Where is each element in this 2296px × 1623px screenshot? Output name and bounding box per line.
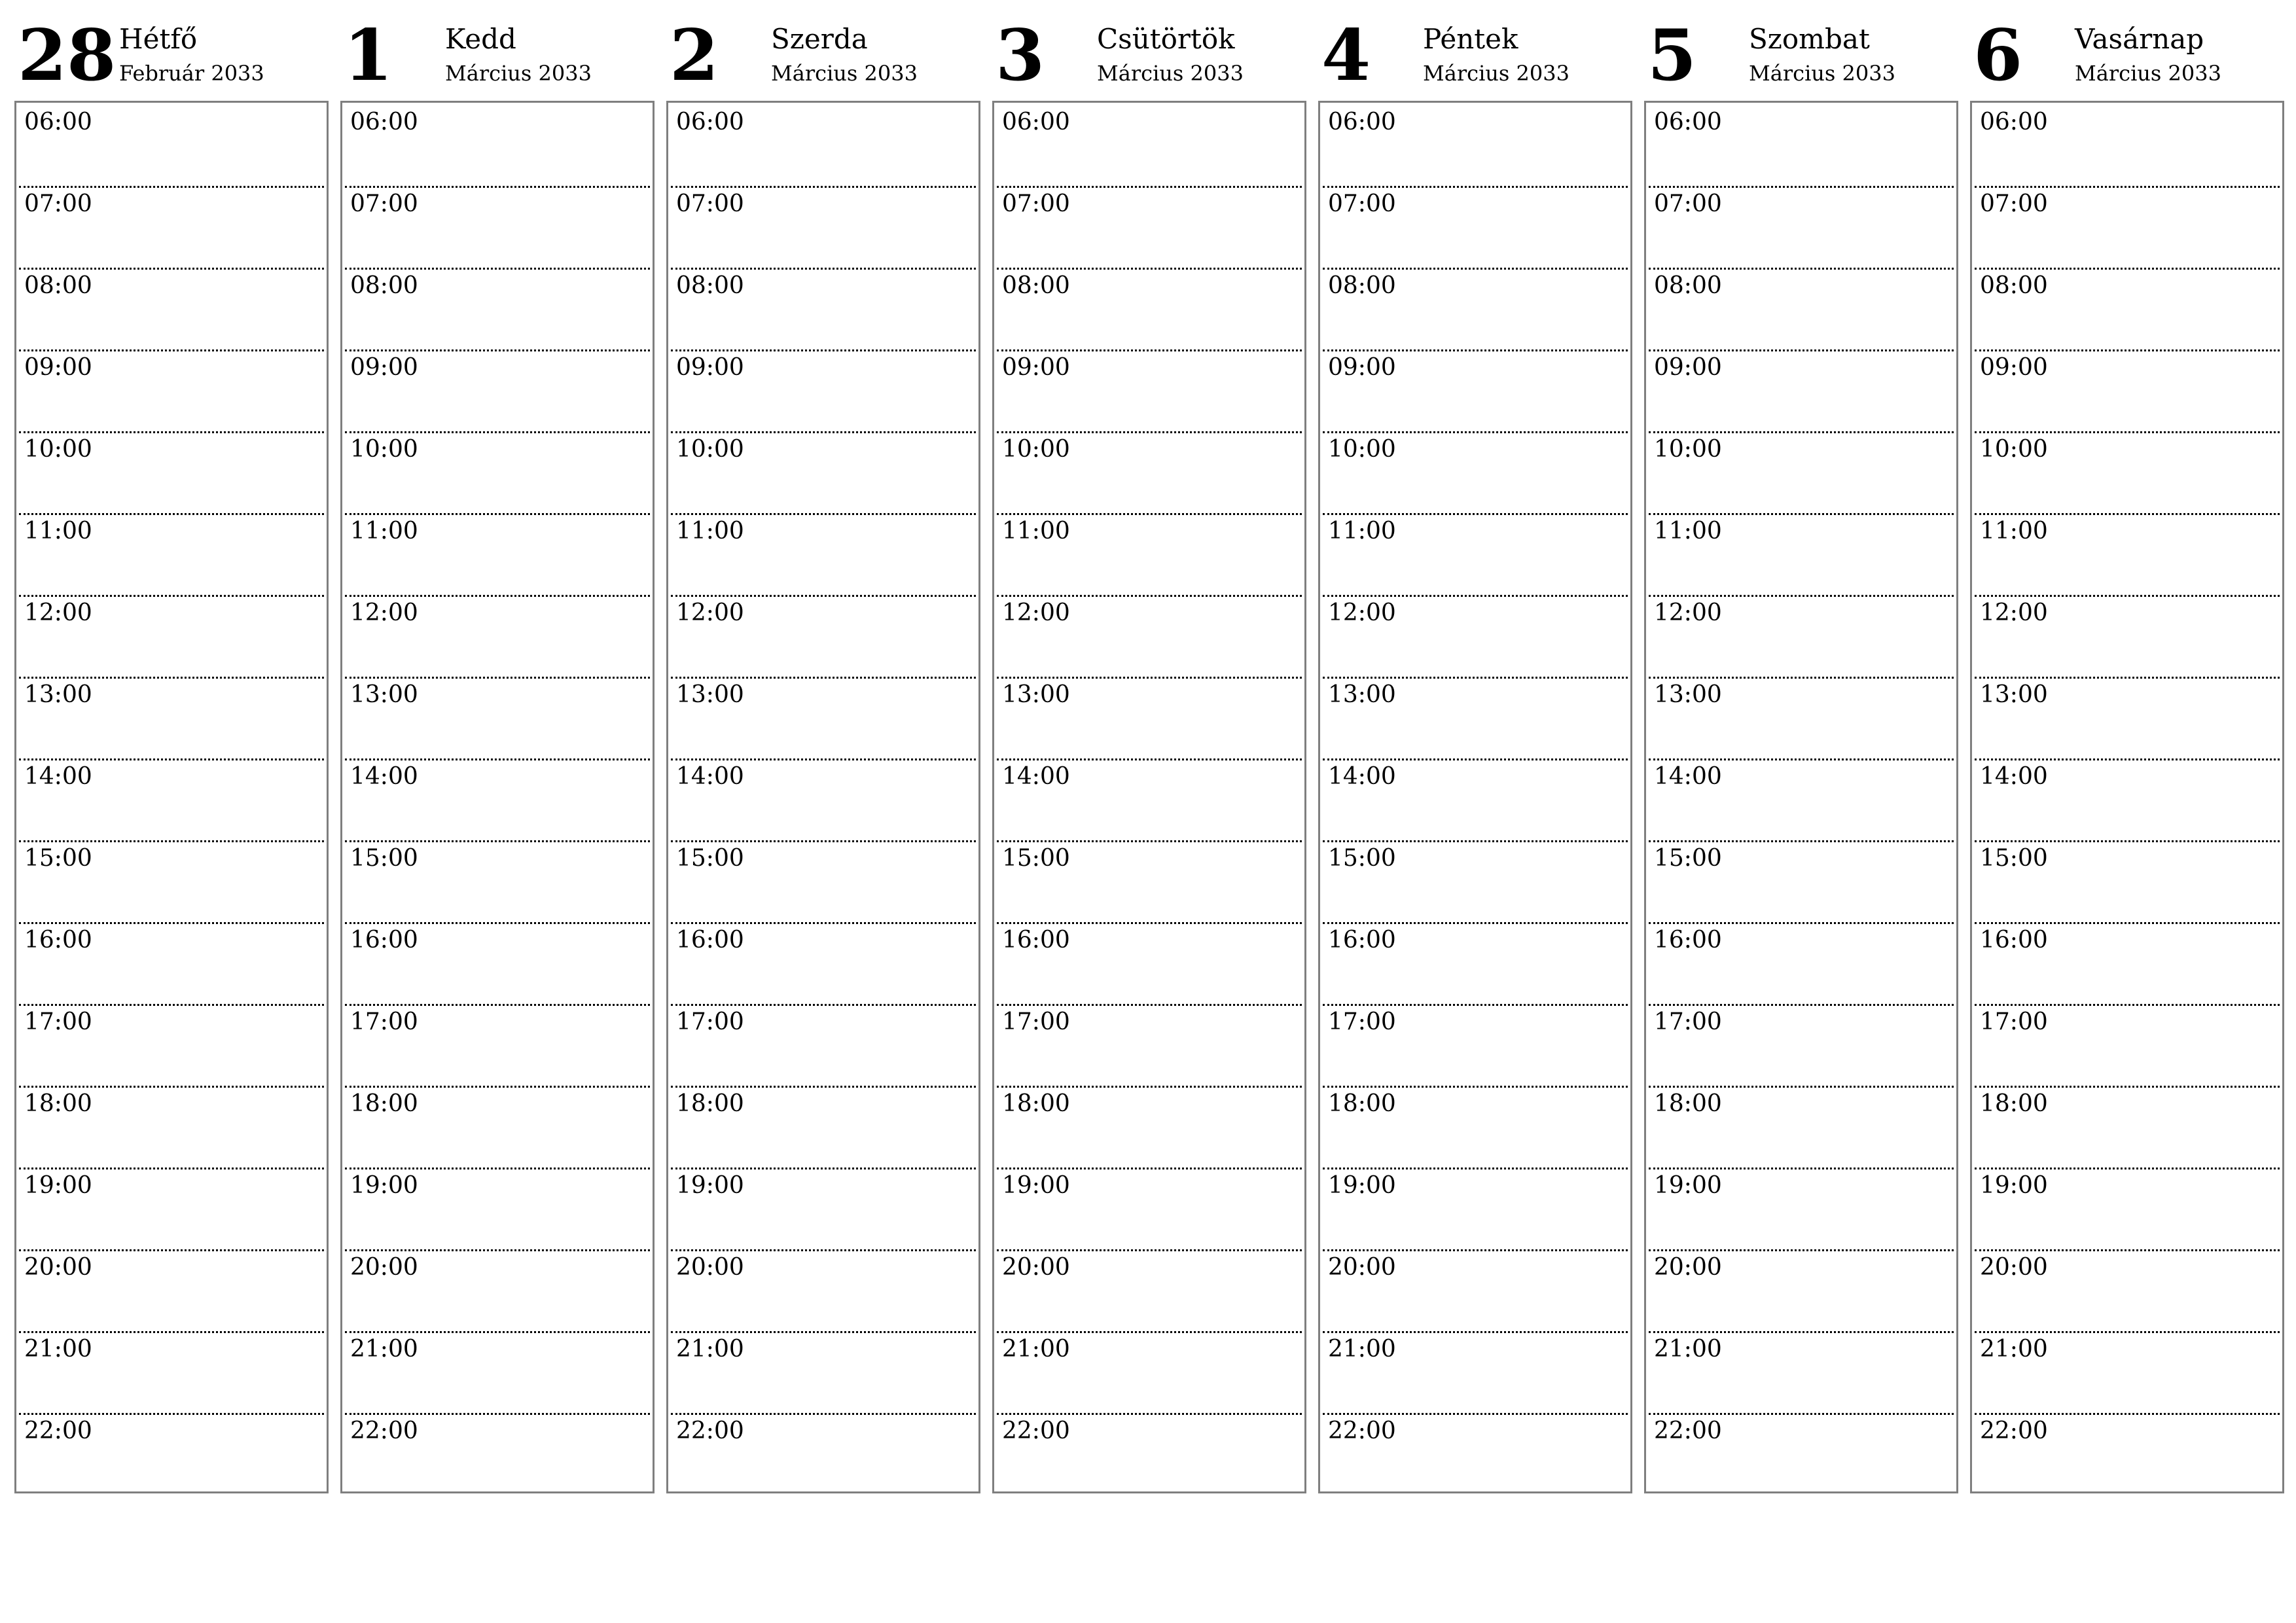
day-number: 4 (1321, 14, 1371, 97)
day-column (1644, 0, 1957, 1499)
hour-label: 19:00 (350, 1172, 418, 1199)
hour-label: 20:00 (1654, 1254, 1722, 1281)
day-name: Csütörtök (1097, 23, 1235, 55)
hour-label: 22:00 (1328, 1418, 1396, 1444)
day-schedule-box (666, 101, 980, 1493)
day-column (666, 0, 979, 1499)
hour-slot (671, 270, 976, 351)
hour-slot (1975, 188, 2280, 270)
hour-slot (997, 924, 1302, 1006)
hour-slot (1975, 842, 2280, 924)
hour-slot (1649, 1088, 1954, 1169)
day-number: 2 (670, 14, 719, 97)
day-column (14, 0, 327, 1499)
day-month-year: Február 2033 (119, 61, 264, 86)
hour-label: 15:00 (24, 845, 92, 872)
hour-slot (671, 1333, 976, 1415)
hour-label: 13:00 (1980, 681, 2048, 708)
hour-label: 18:00 (1654, 1090, 1722, 1117)
hour-slot (345, 1415, 650, 1497)
hour-slot (19, 1169, 324, 1251)
hour-label: 16:00 (676, 927, 744, 954)
day-month-year: Március 2033 (445, 61, 592, 86)
hour-slot (997, 1088, 1302, 1169)
hour-label: 19:00 (24, 1172, 92, 1199)
day-number: 3 (996, 14, 1045, 97)
hour-label: 11:00 (1654, 518, 1722, 544)
hour-slot (1323, 351, 1628, 433)
day-header (666, 0, 979, 99)
hour-label: 13:00 (24, 681, 92, 708)
hour-label: 10:00 (676, 436, 744, 463)
hour-label: 17:00 (1654, 1008, 1722, 1035)
day-header (1970, 0, 2283, 99)
hour-slot (1323, 1251, 1628, 1333)
hour-label: 21:00 (676, 1336, 744, 1363)
hour-slot (1649, 433, 1954, 515)
hour-label: 17:00 (1328, 1008, 1396, 1035)
hour-label: 08:00 (676, 272, 744, 299)
day-month-year: Március 2033 (1423, 61, 1570, 86)
hour-slot (345, 515, 650, 597)
day-column (992, 0, 1305, 1499)
hour-label: 21:00 (24, 1336, 92, 1363)
hour-label: 20:00 (24, 1254, 92, 1281)
hour-label: 06:00 (24, 109, 92, 135)
hour-label: 20:00 (1980, 1254, 2048, 1281)
hour-slot (1323, 760, 1628, 842)
hour-label: 20:00 (676, 1254, 744, 1281)
hour-label: 09:00 (1328, 354, 1396, 381)
day-schedule-box (1970, 101, 2284, 1493)
hour-label: 15:00 (1980, 845, 2048, 872)
hour-slot (997, 433, 1302, 515)
hour-slot (1323, 597, 1628, 679)
hour-slot (1975, 1169, 2280, 1251)
hour-label: 12:00 (1328, 599, 1396, 626)
hour-slot (1975, 351, 2280, 433)
hour-label: 21:00 (1002, 1336, 1070, 1363)
hour-slot (1323, 1333, 1628, 1415)
hour-label: 08:00 (1980, 272, 2048, 299)
hour-slot (1323, 1006, 1628, 1088)
hour-slot (1323, 188, 1628, 270)
hour-label: 15:00 (1654, 845, 1722, 872)
hour-slot (1323, 924, 1628, 1006)
hour-slot (671, 188, 976, 270)
hour-label: 18:00 (350, 1090, 418, 1117)
hour-label: 16:00 (1980, 927, 2048, 954)
hour-label: 16:00 (1654, 927, 1722, 954)
hour-label: 16:00 (24, 927, 92, 954)
hour-slot (997, 270, 1302, 351)
hour-slot (1323, 270, 1628, 351)
hour-slot (1323, 1088, 1628, 1169)
hour-label: 10:00 (24, 436, 92, 463)
hour-slot (1323, 1169, 1628, 1251)
hour-slot (1975, 106, 2280, 188)
hour-label: 09:00 (24, 354, 92, 381)
hour-label: 12:00 (1980, 599, 2048, 626)
hour-slot (19, 433, 324, 515)
hour-slot (345, 1333, 650, 1415)
hour-slot (1649, 924, 1954, 1006)
hour-label: 09:00 (1654, 354, 1722, 381)
hour-label: 13:00 (350, 681, 418, 708)
hour-label: 11:00 (1980, 518, 2048, 544)
hour-label: 18:00 (1328, 1090, 1396, 1117)
hour-slot (1649, 1333, 1954, 1415)
hour-label: 11:00 (1002, 518, 1070, 544)
day-column (1970, 0, 2283, 1499)
hour-label: 16:00 (1328, 927, 1396, 954)
hour-slot (19, 760, 324, 842)
hour-slot (345, 1006, 650, 1088)
hour-slot (19, 597, 324, 679)
hour-label: 06:00 (1654, 109, 1722, 135)
hour-label: 09:00 (1002, 354, 1070, 381)
hour-slot (671, 842, 976, 924)
hour-label: 06:00 (1328, 109, 1396, 135)
day-month-year: Március 2033 (2075, 61, 2221, 86)
hour-label: 07:00 (1654, 190, 1722, 217)
hour-label: 06:00 (350, 109, 418, 135)
hour-slot (997, 760, 1302, 842)
day-name: Péntek (1423, 23, 1518, 55)
hour-label: 07:00 (24, 190, 92, 217)
hour-label: 13:00 (1654, 681, 1722, 708)
hour-label: 12:00 (1654, 599, 1722, 626)
hour-label: 21:00 (1328, 1336, 1396, 1363)
hour-label: 15:00 (676, 845, 744, 872)
hour-slot (345, 597, 650, 679)
hour-label: 22:00 (24, 1418, 92, 1444)
hour-slot (1649, 597, 1954, 679)
hour-label: 12:00 (1002, 599, 1070, 626)
hour-label: 20:00 (350, 1254, 418, 1281)
hour-label: 08:00 (24, 272, 92, 299)
hour-slot (19, 1006, 324, 1088)
hour-slot (1975, 1006, 2280, 1088)
hour-slot (1323, 842, 1628, 924)
hour-label: 18:00 (1980, 1090, 2048, 1117)
day-name: Szerda (771, 23, 868, 55)
hour-slot (1975, 1088, 2280, 1169)
hour-label: 17:00 (1002, 1008, 1070, 1035)
day-month-year: Március 2033 (771, 61, 918, 86)
hour-slot (345, 679, 650, 760)
hour-label: 15:00 (1328, 845, 1396, 872)
hour-slot (671, 1088, 976, 1169)
hour-slot (1323, 679, 1628, 760)
hour-label: 09:00 (350, 354, 418, 381)
hour-label: 10:00 (1980, 436, 2048, 463)
hour-slot (345, 1088, 650, 1169)
day-header (1318, 0, 1631, 99)
hour-slot (345, 1169, 650, 1251)
hour-slot (1323, 433, 1628, 515)
hour-slot (345, 842, 650, 924)
hour-slot (671, 1006, 976, 1088)
hour-label: 14:00 (24, 763, 92, 790)
hour-label: 06:00 (1002, 109, 1070, 135)
hour-slot (997, 1415, 1302, 1497)
hour-label: 18:00 (24, 1090, 92, 1117)
hour-slot (345, 188, 650, 270)
hour-label: 15:00 (1002, 845, 1070, 872)
day-header (1644, 0, 1957, 99)
hour-label: 14:00 (676, 763, 744, 790)
hour-slot (19, 924, 324, 1006)
hour-label: 17:00 (24, 1008, 92, 1035)
hour-slot (1649, 1415, 1954, 1497)
hour-label: 13:00 (1002, 681, 1070, 708)
hour-label: 20:00 (1328, 1254, 1396, 1281)
hour-slot (997, 842, 1302, 924)
hour-slot (997, 679, 1302, 760)
hour-slot (1975, 433, 2280, 515)
hour-label: 07:00 (1002, 190, 1070, 217)
hour-label: 09:00 (676, 354, 744, 381)
hour-slot (1649, 188, 1954, 270)
day-name: Vasárnap (2075, 23, 2204, 55)
hour-slot (1323, 515, 1628, 597)
day-header (992, 0, 1305, 99)
hour-label: 10:00 (1328, 436, 1396, 463)
hour-label: 19:00 (1980, 1172, 2048, 1199)
hour-slot (1323, 1415, 1628, 1497)
hour-slot (345, 106, 650, 188)
day-schedule-box (1318, 101, 1632, 1493)
hour-label: 17:00 (350, 1008, 418, 1035)
hour-slot (1649, 1006, 1954, 1088)
day-header (14, 0, 327, 99)
hour-slot (997, 106, 1302, 188)
hour-slot (671, 515, 976, 597)
hour-label: 11:00 (350, 518, 418, 544)
day-name: Kedd (445, 23, 516, 55)
hour-label: 06:00 (676, 109, 744, 135)
hour-slot (1975, 515, 2280, 597)
hour-slot (997, 1251, 1302, 1333)
hour-slot (1649, 351, 1954, 433)
hour-slot (997, 1006, 1302, 1088)
hour-slot (671, 1251, 976, 1333)
hour-slot (19, 106, 324, 188)
day-number: 28 (18, 14, 117, 97)
day-month-year: Március 2033 (1749, 61, 1895, 86)
hour-label: 13:00 (676, 681, 744, 708)
day-column (340, 0, 653, 1499)
hour-label: 22:00 (1654, 1418, 1722, 1444)
hour-slot (1975, 760, 2280, 842)
hour-label: 14:00 (1654, 763, 1722, 790)
hour-label: 11:00 (676, 518, 744, 544)
hour-slot (19, 270, 324, 351)
hour-slot (19, 679, 324, 760)
hour-label: 07:00 (1328, 190, 1396, 217)
hour-slot (19, 515, 324, 597)
hour-slot (1975, 924, 2280, 1006)
hour-slot (345, 433, 650, 515)
day-number: 1 (344, 14, 393, 97)
hour-label: 10:00 (1002, 436, 1070, 463)
hour-slot (1649, 679, 1954, 760)
hour-label: 22:00 (350, 1418, 418, 1444)
hour-label: 15:00 (350, 845, 418, 872)
hour-label: 08:00 (1002, 272, 1070, 299)
hour-label: 22:00 (1002, 1418, 1070, 1444)
hour-slot (1649, 270, 1954, 351)
hour-slot (671, 597, 976, 679)
day-schedule-box (1644, 101, 1958, 1493)
hour-slot (19, 351, 324, 433)
hour-slot (671, 760, 976, 842)
hour-label: 07:00 (350, 190, 418, 217)
day-schedule-box (340, 101, 655, 1493)
hour-slot (997, 1169, 1302, 1251)
hour-slot (1649, 842, 1954, 924)
hour-slot (1649, 106, 1954, 188)
hour-slot (671, 1169, 976, 1251)
hour-slot (345, 351, 650, 433)
hour-label: 14:00 (1980, 763, 2048, 790)
hour-label: 16:00 (1002, 927, 1070, 954)
hour-slot (19, 1415, 324, 1497)
hour-label: 21:00 (1654, 1336, 1722, 1363)
hour-slot (997, 1333, 1302, 1415)
hour-slot (671, 433, 976, 515)
hour-slot (671, 351, 976, 433)
hour-slot (345, 270, 650, 351)
hour-label: 18:00 (1002, 1090, 1070, 1117)
day-header (340, 0, 653, 99)
hour-label: 18:00 (676, 1090, 744, 1117)
hour-slot (1649, 1169, 1954, 1251)
hour-label: 08:00 (350, 272, 418, 299)
day-schedule-box (992, 101, 1306, 1493)
hour-label: 17:00 (1980, 1008, 2048, 1035)
hour-slot (997, 597, 1302, 679)
hour-slot (345, 760, 650, 842)
hour-slot (997, 515, 1302, 597)
hour-slot (1975, 679, 2280, 760)
hour-label: 20:00 (1002, 1254, 1070, 1281)
hour-label: 17:00 (676, 1008, 744, 1035)
hour-label: 08:00 (1654, 272, 1722, 299)
hour-label: 11:00 (24, 518, 92, 544)
hour-slot (1975, 1251, 2280, 1333)
hour-slot (997, 188, 1302, 270)
hour-label: 10:00 (1654, 436, 1722, 463)
hour-label: 07:00 (676, 190, 744, 217)
hour-label: 21:00 (1980, 1336, 2048, 1363)
hour-label: 06:00 (1980, 109, 2048, 135)
hour-label: 10:00 (350, 436, 418, 463)
day-number: 6 (1973, 14, 2023, 97)
hour-slot (1975, 270, 2280, 351)
day-month-year: Március 2033 (1097, 61, 1244, 86)
hour-slot (19, 1251, 324, 1333)
day-name: Hétfő (119, 23, 198, 55)
hour-label: 19:00 (1002, 1172, 1070, 1199)
hour-slot (19, 1333, 324, 1415)
day-column (1318, 0, 1631, 1499)
hour-label: 14:00 (350, 763, 418, 790)
hour-slot (1323, 106, 1628, 188)
hour-label: 08:00 (1328, 272, 1396, 299)
hour-label: 09:00 (1980, 354, 2048, 381)
hour-slot (1975, 1333, 2280, 1415)
hour-slot (19, 842, 324, 924)
day-name: Szombat (1749, 23, 1870, 55)
day-schedule-box (14, 101, 329, 1493)
day-number: 5 (1647, 14, 1697, 97)
hour-slot (671, 1415, 976, 1497)
hour-label: 12:00 (24, 599, 92, 626)
hour-label: 16:00 (350, 927, 418, 954)
hour-slot (345, 924, 650, 1006)
hour-label: 21:00 (350, 1336, 418, 1363)
hour-slot (345, 1251, 650, 1333)
hour-slot (671, 679, 976, 760)
hour-label: 19:00 (1328, 1172, 1396, 1199)
hour-label: 11:00 (1328, 518, 1396, 544)
hour-label: 19:00 (1654, 1172, 1722, 1199)
hour-label: 12:00 (676, 599, 744, 626)
hour-slot (671, 106, 976, 188)
hour-slot (1649, 1251, 1954, 1333)
hour-label: 07:00 (1980, 190, 2048, 217)
hour-slot (19, 188, 324, 270)
hour-slot (1649, 760, 1954, 842)
hour-label: 22:00 (1980, 1418, 2048, 1444)
hour-slot (1649, 515, 1954, 597)
hour-slot (997, 351, 1302, 433)
hour-slot (1975, 1415, 2280, 1497)
hour-slot (671, 924, 976, 1006)
hour-label: 13:00 (1328, 681, 1396, 708)
hour-label: 22:00 (676, 1418, 744, 1444)
hour-label: 14:00 (1328, 763, 1396, 790)
hour-slot (19, 1088, 324, 1169)
hour-label: 14:00 (1002, 763, 1070, 790)
hour-label: 19:00 (676, 1172, 744, 1199)
hour-label: 12:00 (350, 599, 418, 626)
hour-slot (1975, 597, 2280, 679)
